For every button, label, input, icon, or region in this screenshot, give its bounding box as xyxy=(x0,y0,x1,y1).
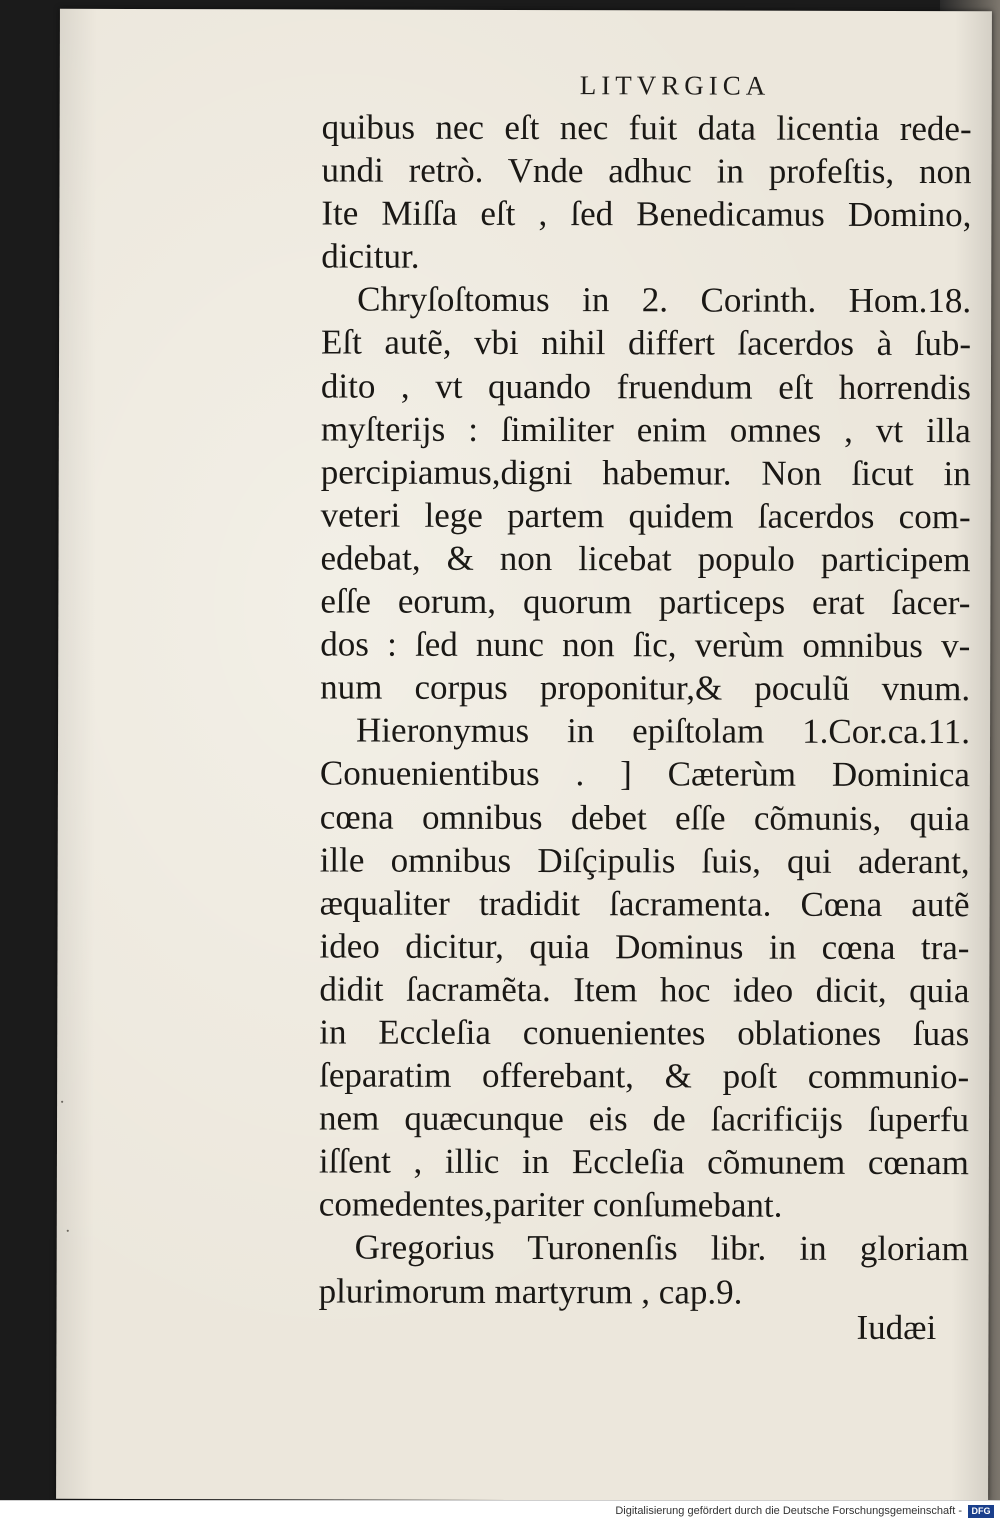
catchword: Iudæi xyxy=(856,1307,937,1348)
text-line: dito , vt quando fruendum eſt horrendis xyxy=(320,366,972,407)
text-line: Chryſoſtomus in 2. Corinth. Hom.18. xyxy=(357,279,972,321)
text-line: dos : ſed nunc non ſic, verùm omnibus v- xyxy=(320,624,971,666)
text-line: didit ſacramẽta. Item hoc ideo dicit, quia xyxy=(319,969,970,1011)
text-line: Eſt autẽ, vbi nihil differt ſacerdos à ſub- xyxy=(321,322,972,364)
text-line: plurimorum martyrum , cap.9. xyxy=(318,1270,743,1312)
text-line: ille omnibus Diſçipulis ſuis, qui aderant, xyxy=(319,840,970,881)
body-text xyxy=(319,105,972,1313)
text-line: ſeparatim offerebant, & poſt communio- xyxy=(319,1055,970,1097)
dfg-logo: DFG xyxy=(968,1505,994,1518)
text-line: Hieronymus in epiſtolam 1.Cor.ca.11. xyxy=(356,710,971,752)
text-line: percipiamus,digni habemur. Non ſicut in xyxy=(320,452,971,493)
funding-credit: Digitalisierung gefördert durch die Deutsche Forschungsgemeinschaft - xyxy=(615,1505,962,1517)
text-line: undi retrò. Vnde adhuc in profeſtis, non xyxy=(321,150,972,192)
text-line: Gregorius Turonenſis libr. in gloriam xyxy=(354,1227,969,1269)
text-line: comedentes,pariter conſumebant. xyxy=(318,1184,783,1226)
margin-mark: · xyxy=(64,1220,71,1241)
text-line: Conuenientibus . ] Cæterùm Dominica xyxy=(319,753,970,795)
text-line: æqualiter tradidit ſacramenta. Cœna autẽ xyxy=(319,883,970,924)
text-line: num corpus proponitur,& poculũ vnum. xyxy=(320,667,971,709)
text-line: edebat, & non licebat populo participem xyxy=(320,538,971,580)
text-line: in Eccleſia conuenientes oblationes ſuas xyxy=(319,1012,970,1054)
text-line: quibus nec eſt nec fuit data licentia rede- xyxy=(321,107,972,149)
text-line: dicitur. xyxy=(321,236,420,277)
running-head: LITVRGICA xyxy=(579,70,771,101)
text-line: myſterijs : ſimiliter enim omnes , vt illa xyxy=(320,409,971,450)
footer-bar xyxy=(0,1500,1000,1523)
text-line: ideo dicitur, quia Dominus in cœna tra- xyxy=(319,926,970,967)
text-line: eſſe eorum, quorum particeps erat ſacer- xyxy=(320,581,971,623)
book-page xyxy=(56,9,992,1501)
text-line: nem quæcunque eis de ſacrificijs ſuperfu xyxy=(318,1098,970,1140)
margin-mark: · xyxy=(59,1091,66,1112)
text-line: veteri lege partem quidem ſacerdos com- xyxy=(320,495,971,537)
text-line: Ite Miſſa eſt , ſed Benedicamus Domino, xyxy=(321,193,972,235)
text-line: iſſent , illic in Eccleſia cõmunem cœnam xyxy=(318,1141,969,1183)
text-line: cœna omnibus debet eſſe cõmunis, quia xyxy=(319,796,970,838)
